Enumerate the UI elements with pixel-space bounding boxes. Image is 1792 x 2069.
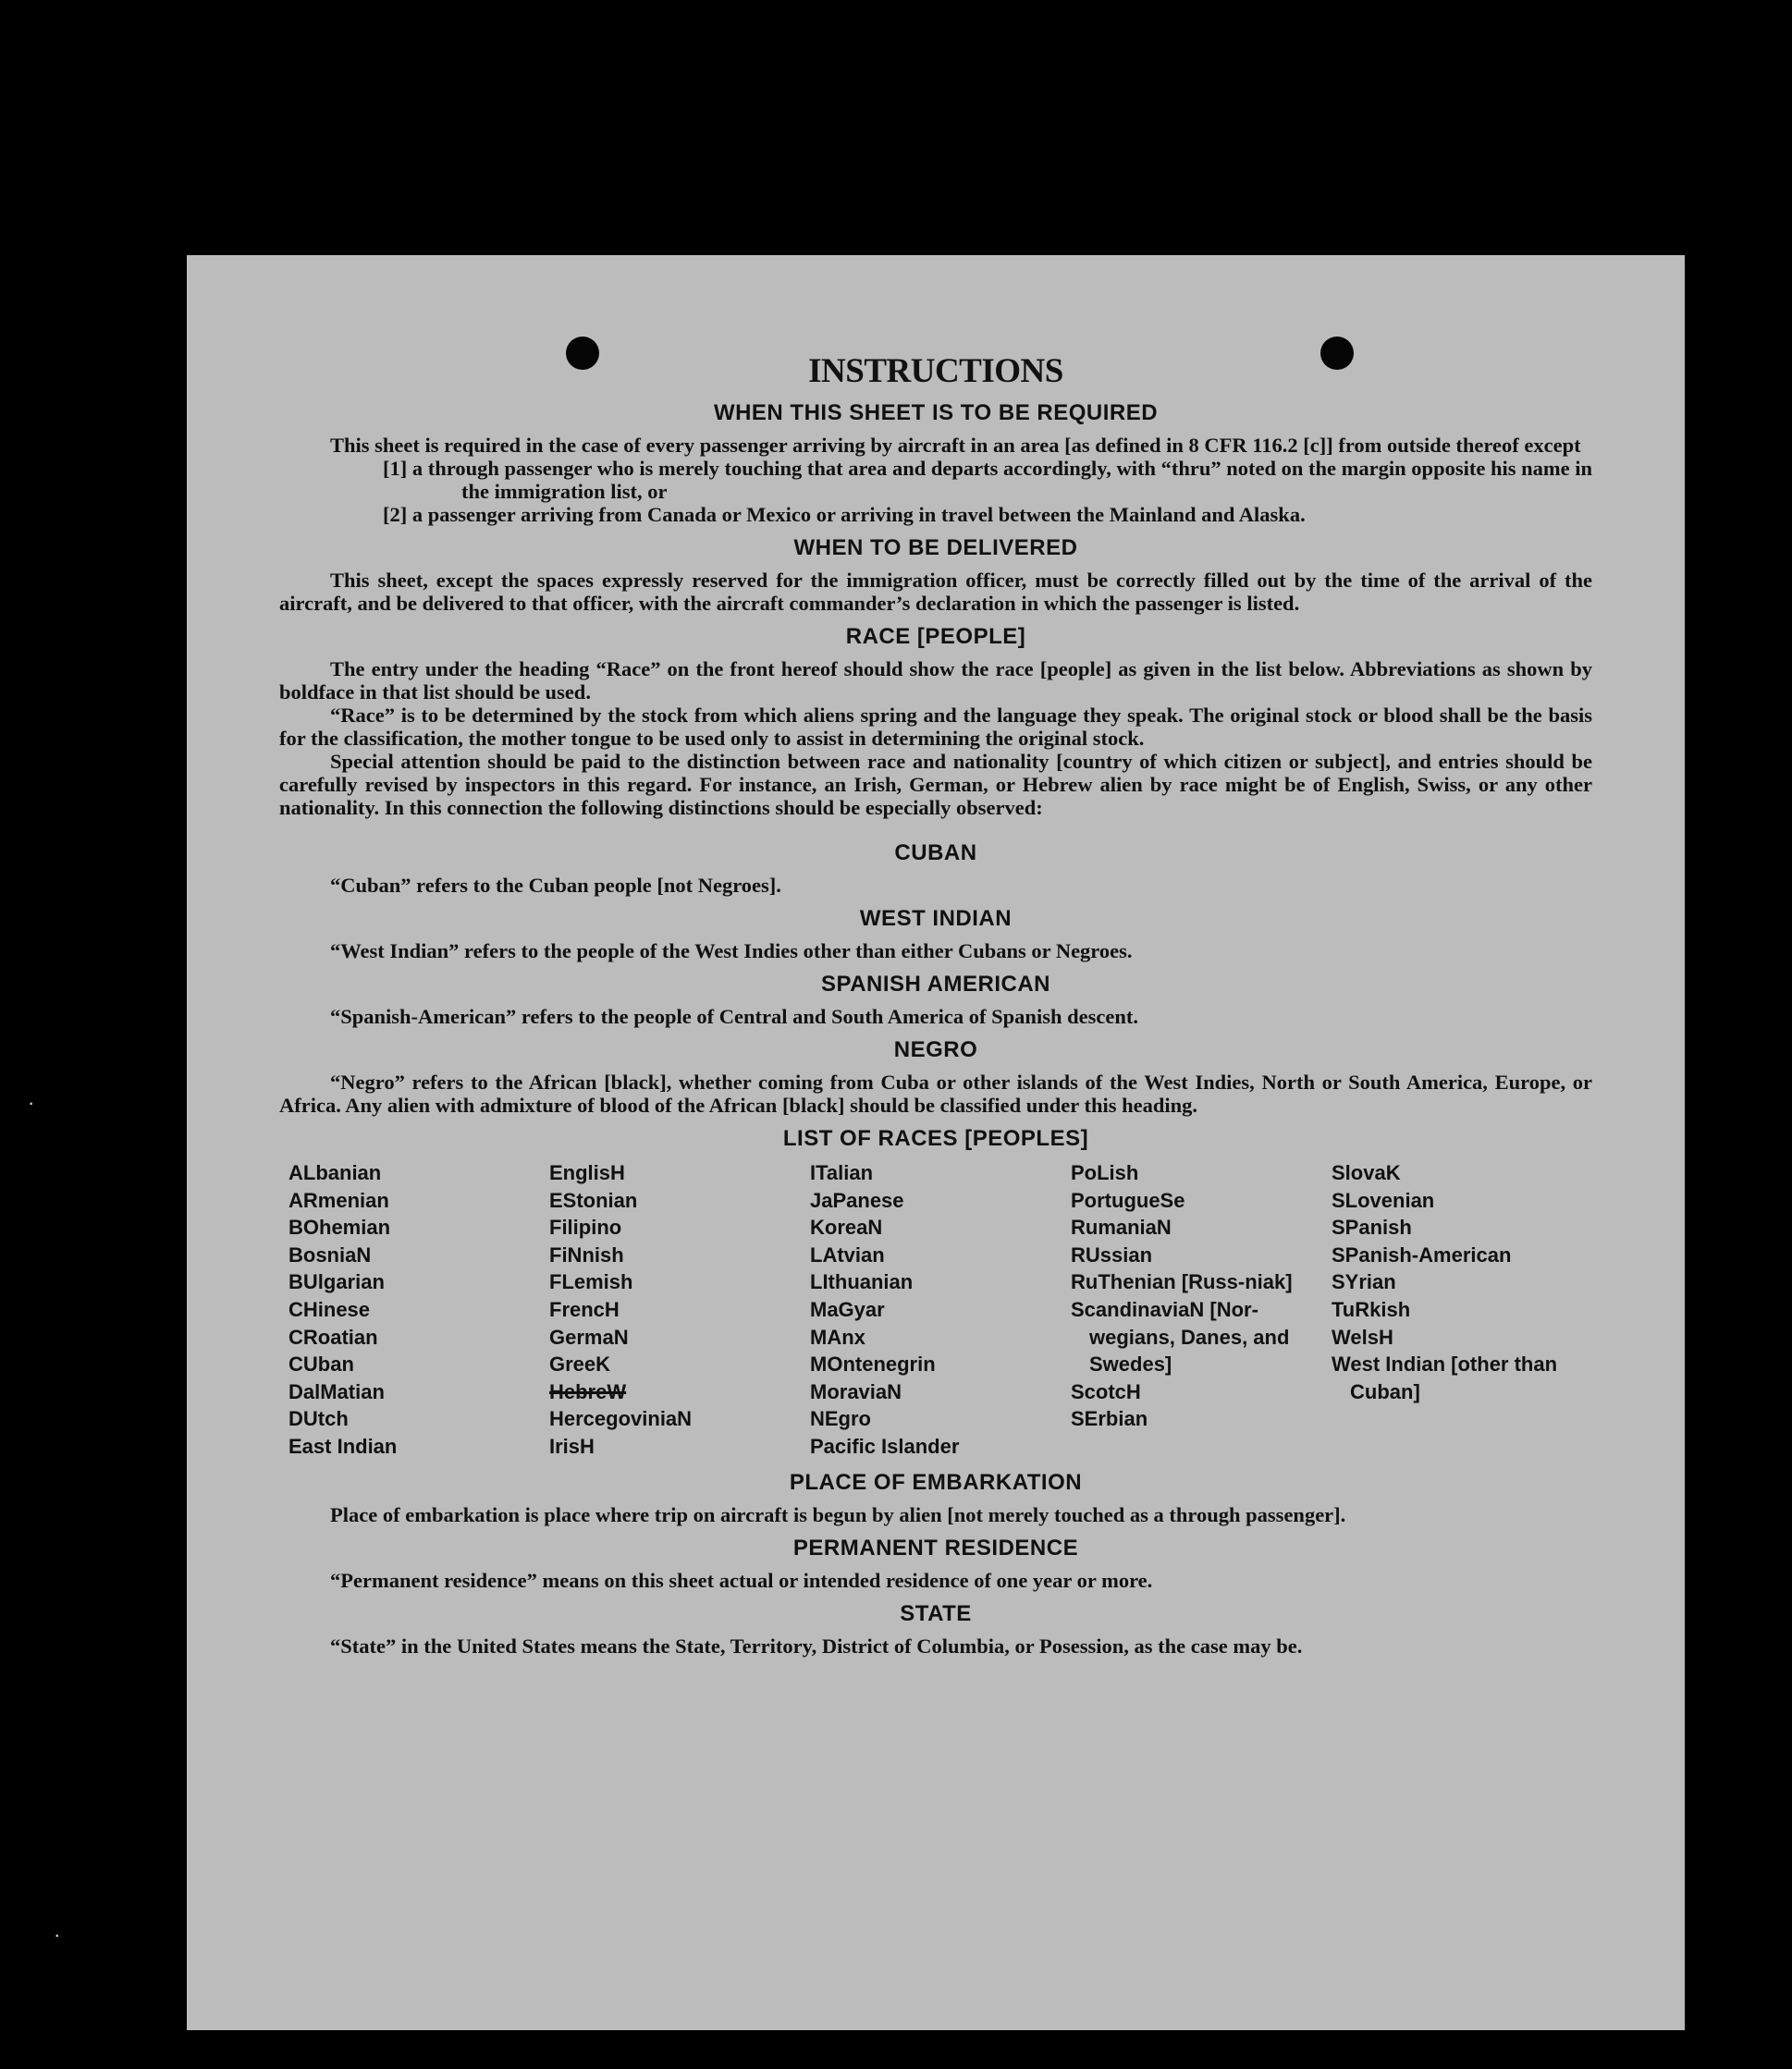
list-item: MOntenegrin <box>810 1353 936 1377</box>
heading-negro: NEGRO <box>893 1037 978 1062</box>
list-item: TuRkish <box>1332 1297 1411 1321</box>
heading-permanent-residence: PERMANENT RESIDENCE <box>792 1535 1079 1561</box>
document-sheet <box>187 255 1685 2030</box>
embarkation-body: Place of embarkation is place where trip on aircraft is begun by alien [not merely touched as a through passenger]. <box>330 1502 1346 1526</box>
list-item: RUssian <box>1071 1243 1153 1267</box>
list-item: SLovenian <box>1332 1188 1435 1212</box>
exception-text-2: a passenger arriving from Canada or Mexico or arriving in travel between the Mainland and Alaska. <box>411 503 1306 526</box>
list-item: GermaN <box>549 1325 629 1349</box>
race-column-2 <box>549 1159 810 1461</box>
heading-place-of-embarkation: PLACE OF EMBARKATION <box>789 1469 1083 1495</box>
race-paragraph-2: “Race” is to be determined by the stock from which aliens spring and the language they speak. The original stock or blood shall be the basis for the classification, the mother tongue to be used only to assist in determining the original stock. <box>279 704 1592 750</box>
list-item: MAnx <box>810 1325 865 1349</box>
heading-cuban: CUBAN <box>894 840 977 865</box>
list-item: LIthuanian <box>810 1270 914 1294</box>
list-item: ARmenian <box>288 1188 389 1212</box>
race-column-1 <box>288 1159 549 1461</box>
list-item-struck: HebreW <box>549 1379 627 1403</box>
list-item: BUlgarian <box>288 1270 385 1294</box>
heading-west-indian: WEST INDIAN <box>859 906 1013 931</box>
list-item: Pacific Islander <box>810 1434 960 1458</box>
race-column-3 <box>810 1159 1071 1461</box>
negro-body: “Negro” refers to the African [black], whether coming from Cuba or other islands of the West Indies, North or South America, Europe, or Africa. Any alien with admixture of blood of the African [black] should be classified under this heading. <box>279 1071 1592 1117</box>
list-item: EStonian <box>549 1188 638 1212</box>
exception-item-2 <box>383 503 1592 526</box>
exception-item-1 <box>383 457 1592 503</box>
race-paragraph-3: Special attention should be paid to the distinction between race and nationality [country of which citizen or subject], and entries should be carefully revised by inspectors in this regard. For instance, an Irish, German, or Hebrew alien by race might be of English, Swiss, or any other nationality. In this connection the following distinctions should be especially observed: <box>279 750 1592 819</box>
race-column-4 <box>1071 1159 1332 1461</box>
heading-when-delivered: WHEN TO BE DELIVERED <box>793 535 1078 560</box>
list-item: BosniaN <box>288 1243 372 1267</box>
list-item: BOhemian <box>288 1216 391 1240</box>
list-item: SPanish <box>1332 1216 1412 1240</box>
list-item: IrisH <box>549 1434 595 1458</box>
page-title: INSTRUCTIONS <box>808 352 1063 390</box>
list-item: JaPanese <box>810 1188 904 1212</box>
scan-speck: · <box>54 1923 61 1946</box>
exception-num-2: [2] <box>383 503 408 526</box>
list-item: ScotcH <box>1071 1379 1141 1403</box>
heading-when-required: WHEN THIS SHEET IS TO BE REQUIRED <box>713 400 1159 425</box>
heading-list-of-races: LIST OF RACES [PEOPLES] <box>782 1126 1089 1151</box>
race-list <box>288 1159 1592 1461</box>
delivered-body: This sheet, except the spaces expressly reserved for the immigration officer, must be correctly filled out by the time of the arrival of the aircraft, and be delivered to that officer, with the aircraft commander’s declaration in which the passenger is listed. <box>279 569 1592 615</box>
list-item: WelsH <box>1332 1325 1393 1349</box>
list-item: ALbanian <box>288 1161 382 1184</box>
list-item: East Indian <box>288 1434 398 1458</box>
list-item: NEgro <box>810 1407 871 1431</box>
instructions-content <box>279 352 1592 1658</box>
list-item: CHinese <box>288 1297 371 1321</box>
required-body: This sheet is required in the case of every passenger arriving by aircraft in an area [as defined in 8 CFR 116.2 [c]] from outside thereof except <box>330 434 1581 457</box>
list-item: DalMatian <box>288 1379 385 1403</box>
list-item: LAtvian <box>810 1243 885 1267</box>
list-item: MaGyar <box>810 1297 885 1321</box>
list-item: Filipino <box>549 1216 622 1240</box>
list-item: HercegoviniaN <box>549 1407 693 1431</box>
exception-num-1: [1] <box>383 457 408 480</box>
cuban-body: “Cuban” refers to the Cuban people [not Negroes]. <box>330 874 781 897</box>
list-item: ScandinaviaN [Nor-wegians, Danes, and Swedes] <box>1071 1297 1290 1377</box>
heading-spanish-american: SPANISH AMERICAN <box>820 972 1050 997</box>
list-item: DUtch <box>288 1407 349 1431</box>
residence-body: “Permanent residence” means on this sheet actual or intended residence of one year or more. <box>330 1568 1153 1592</box>
list-item: SErbian <box>1071 1407 1148 1431</box>
list-item: EnglisH <box>549 1161 625 1184</box>
list-item: CRoatian <box>288 1325 378 1349</box>
list-item: SlovaK <box>1332 1161 1401 1184</box>
list-item: FLemish <box>549 1270 633 1294</box>
race-column-5 <box>1332 1159 1592 1461</box>
race-paragraph-1: The entry under the heading “Race” on the front hereof should show the race [people] as given in the list below. Abbreviations as shown by boldface in that list should be used. <box>279 657 1592 704</box>
list-item: MoraviaN <box>810 1379 902 1403</box>
spanish-american-body: “Spanish-American” refers to the people of Central and South America of Spanish descent. <box>330 1005 1138 1028</box>
list-item: KoreaN <box>810 1216 883 1240</box>
list-item: SYrian <box>1332 1270 1396 1294</box>
list-item: GreeK <box>549 1353 611 1377</box>
list-item: CUban <box>288 1353 354 1377</box>
list-item: RuThenian [Russ-niak] <box>1071 1270 1293 1294</box>
list-item: SPanish-American <box>1332 1243 1512 1267</box>
list-item: PoLish <box>1071 1161 1139 1184</box>
list-item: ITalian <box>810 1161 874 1184</box>
list-item: West Indian [other than Cuban] <box>1332 1353 1558 1403</box>
list-item: RumaniaN <box>1071 1216 1172 1240</box>
heading-state: STATE <box>900 1600 972 1626</box>
list-item: FrencH <box>549 1297 620 1321</box>
west-indian-body: “West Indian” refers to the people of the West Indies other than either Cubans or Negroes. <box>330 939 1133 962</box>
state-body: “State” in the United States means the State, Territory, District of Columbia, or Posession, as the case may be. <box>330 1634 1303 1658</box>
list-item: PortugueSe <box>1071 1188 1185 1212</box>
list-item: FiNnish <box>549 1243 624 1267</box>
exception-text-1: a through passenger who is merely touching that area and departs accordingly, with “thru” noted on the margin opposite his name in the immigration list, or <box>411 457 1592 503</box>
scan-speck: · <box>28 1091 35 1114</box>
heading-race: RACE [PEOPLE] <box>845 624 1026 649</box>
